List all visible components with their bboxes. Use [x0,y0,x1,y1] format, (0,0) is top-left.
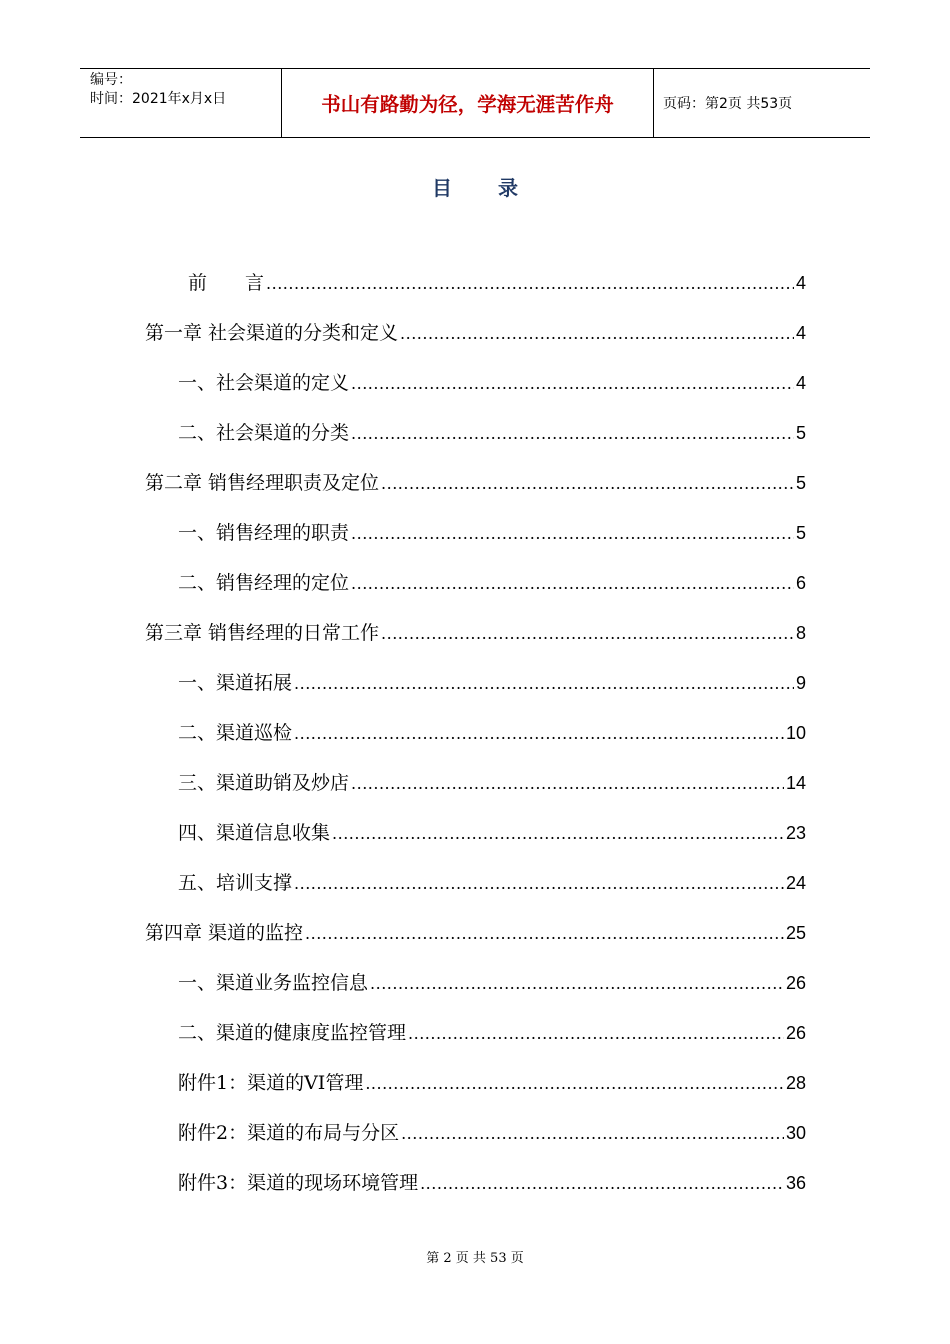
toc-entry-page: 36 [785,1173,806,1193]
toc-entry[interactable] [178,718,806,748]
toc-entry[interactable] [178,368,806,398]
toc-leader [381,474,794,493]
toc-entry-page: 5 [795,423,806,443]
toc-leader [370,974,784,993]
toc-entry-label: 第一章 社会渠道的分类和定义 [145,322,399,344]
toc-entry-page: 23 [785,823,806,843]
toc-entry-label: 一、社会渠道的定义 [178,372,350,394]
toc-leader [401,1124,784,1143]
toc-entry-page: 5 [795,523,806,543]
toc-leader [351,574,794,593]
toc-entry-page: 10 [785,723,806,743]
toc-entry[interactable] [178,1068,806,1098]
toc-leader [351,424,794,443]
toc-entry-page: 4 [795,373,806,393]
toc-entry-page: 26 [785,1023,806,1043]
date-label: 时间：2021年x月x日 [90,91,227,107]
toc-entry-label: 附件1：渠道的VI管理 [178,1072,364,1094]
toc-title [0,172,950,201]
toc-entry[interactable] [188,268,806,298]
toc-entry[interactable] [178,1118,806,1148]
toc-leader [351,774,784,793]
toc-leader [351,374,794,393]
toc-entry-label: 一、渠道拓展 [178,672,293,694]
toc-entry-page: 30 [785,1123,806,1143]
page-footer: 第 2 页 共 53 页 [426,1251,524,1266]
toc-entry-page: 25 [785,923,806,943]
toc-entry[interactable] [145,318,806,348]
toc-leader [294,874,784,893]
toc-entry[interactable] [145,918,806,948]
header-motto: 书山有路勤为径，学海无涯苦作舟 [282,69,654,137]
toc-entry-page: 8 [795,623,806,643]
toc-entry-label: 二、渠道的健康度监控管理 [178,1022,407,1044]
toc-entry-label: 附件3：渠道的现场环境管理 [178,1172,419,1194]
toc-entry[interactable] [145,618,806,648]
toc-entry-label: 第三章 销售经理的日常工作 [145,622,380,644]
toc-entry-page: 28 [785,1073,806,1093]
toc-leader [294,674,794,693]
toc-entry[interactable] [178,968,806,998]
toc-entry[interactable] [178,668,806,698]
toc-entry-label: 二、销售经理的定位 [178,572,350,594]
toc-title-part1: 目 [432,176,452,200]
toc-entry-page: 4 [795,323,806,343]
toc-entry-page: 6 [795,573,806,593]
toc-leader [332,824,784,843]
toc-leader [351,524,794,543]
header-page-info: 页码：第2页 共53页 [663,96,793,112]
toc-entry[interactable] [178,1168,806,1198]
toc-entry-label: 五、培训支撑 [178,872,293,894]
toc-entry-label: 第四章 渠道的监控 [145,922,304,944]
toc-entry[interactable] [178,418,806,448]
toc-entry-page: 24 [785,873,806,893]
header-left [80,69,282,137]
toc-entry[interactable] [178,868,806,898]
toc-entry-label: 第二章 销售经理职责及定位 [145,472,380,494]
toc-leader [266,274,794,293]
toc-entry-page: 5 [795,473,806,493]
number-label: 编号： [90,72,132,88]
toc-leader [420,1174,784,1193]
toc-entry-page: 26 [785,973,806,993]
toc-entry-label: 一、渠道业务监控信息 [178,972,369,994]
toc-entry-label: 一、销售经理的职责 [178,522,350,544]
toc-entry-page: 9 [795,673,806,693]
toc-entry-page: 4 [795,273,806,293]
toc-entry-label: 前 言 [188,272,265,294]
toc-entry-label: 二、社会渠道的分类 [178,422,350,444]
toc-entry-label: 二、渠道巡检 [178,722,293,744]
page-header [80,68,870,138]
toc-entry-label: 四、渠道信息收集 [178,822,331,844]
toc-leader [294,724,784,743]
toc-leader [305,924,784,943]
toc-entry-label: 三、渠道助销及炒店 [178,772,350,794]
toc-title-part2: 录 [498,176,518,200]
toc-entry[interactable] [178,818,806,848]
toc-leader [381,624,794,643]
toc-entry-label: 附件2：渠道的布局与分区 [178,1122,400,1144]
toc-entry[interactable] [178,1018,806,1048]
toc-entry[interactable] [178,518,806,548]
toc-entry-page: 14 [785,773,806,793]
toc-entry[interactable] [178,768,806,798]
toc-leader [365,1074,784,1093]
toc-entry[interactable] [178,568,806,598]
toc-entry[interactable] [145,468,806,498]
toc-leader [400,324,794,343]
toc-leader [408,1024,784,1043]
